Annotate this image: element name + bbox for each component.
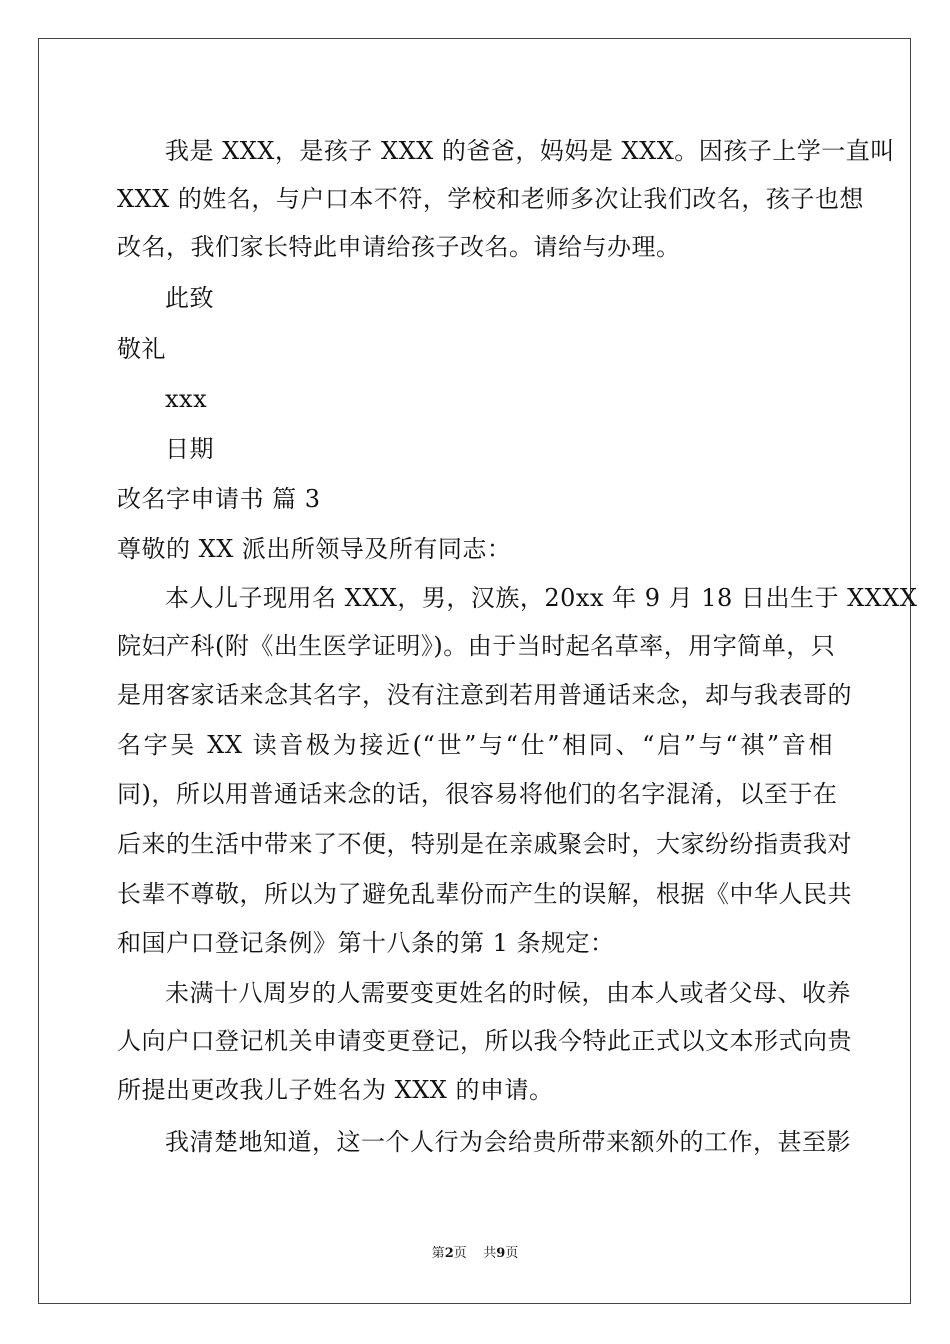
body-line: XXX 的姓名，与户口本不符，学校和老师多次让我们改名，孩子也想 (117, 185, 864, 213)
body-line: 同)，所以用普通话来念的话，很容易将他们的名字混淆，以至于在 (117, 780, 838, 808)
salutation: 尊敬的 XX 派出所领导及所有同志： (117, 535, 512, 563)
body-line: 人向户口登记机关申请变更登记，所以我今特此正式以文本形式向贵 (117, 1027, 852, 1055)
footer-total-pages: 9 (496, 1246, 506, 1261)
date-line: 日期 (165, 435, 214, 463)
body-line: 我是 XXX，是孩子 XXX 的爸爸，妈妈是 XXX。因孩子上学一直叫 (165, 137, 895, 165)
body-line: 是用客家话来念其名字，没有注意到若用普通话来念，却与我表哥的 (117, 681, 852, 709)
body-line: 名字吴 XX 读音极为接近(“世”与“仕”相同、“启”与“祺”音相 (117, 731, 833, 759)
footer-mid: 页 共 (453, 1246, 497, 1261)
page-border (38, 38, 918, 1304)
closing-line: 敬礼 (117, 335, 166, 363)
footer-current-page: 2 (444, 1246, 454, 1261)
body-line: 本人儿子现用名 XXX，男，汉族，20xx 年 9 月 18 日出生于 XXXX (165, 584, 918, 612)
page-footer (0, 1245, 950, 1263)
body-line: 我清楚地知道，这一个人行为会给贵所带来额外的工作，甚至影 (165, 1128, 851, 1156)
body-line: 后来的生活中带来了不便，特别是在亲戚聚会时，大家纷纷指责我对 (117, 830, 852, 858)
body-line: 长辈不尊敬，所以为了避免乱辈份而产生的误解，根据《中华人民共 (117, 880, 852, 908)
body-line: 院妇产科(附《出生医学证明》)。由于当时起名草率，用字简单，只 (117, 632, 836, 660)
closing-line: 此致 (165, 284, 214, 312)
body-line: 未满十八周岁的人需要变更姓名的时候，由本人或者父母、收养 (165, 979, 851, 1007)
footer-prefix: 第 (431, 1246, 445, 1261)
body-line: 和国户口登记条例》第十八条的第 1 条规定： (117, 929, 615, 957)
body-line: 所提出更改我儿子姓名为 XXX 的申请。 (117, 1076, 554, 1104)
section-title: 改名字申请书 篇 3 (117, 485, 321, 513)
footer-suffix: 页 (505, 1246, 519, 1261)
body-line: 改名，我们家长特此申请给孩子改名。请给与办理。 (117, 233, 681, 261)
signature-line: xxx (165, 385, 208, 413)
